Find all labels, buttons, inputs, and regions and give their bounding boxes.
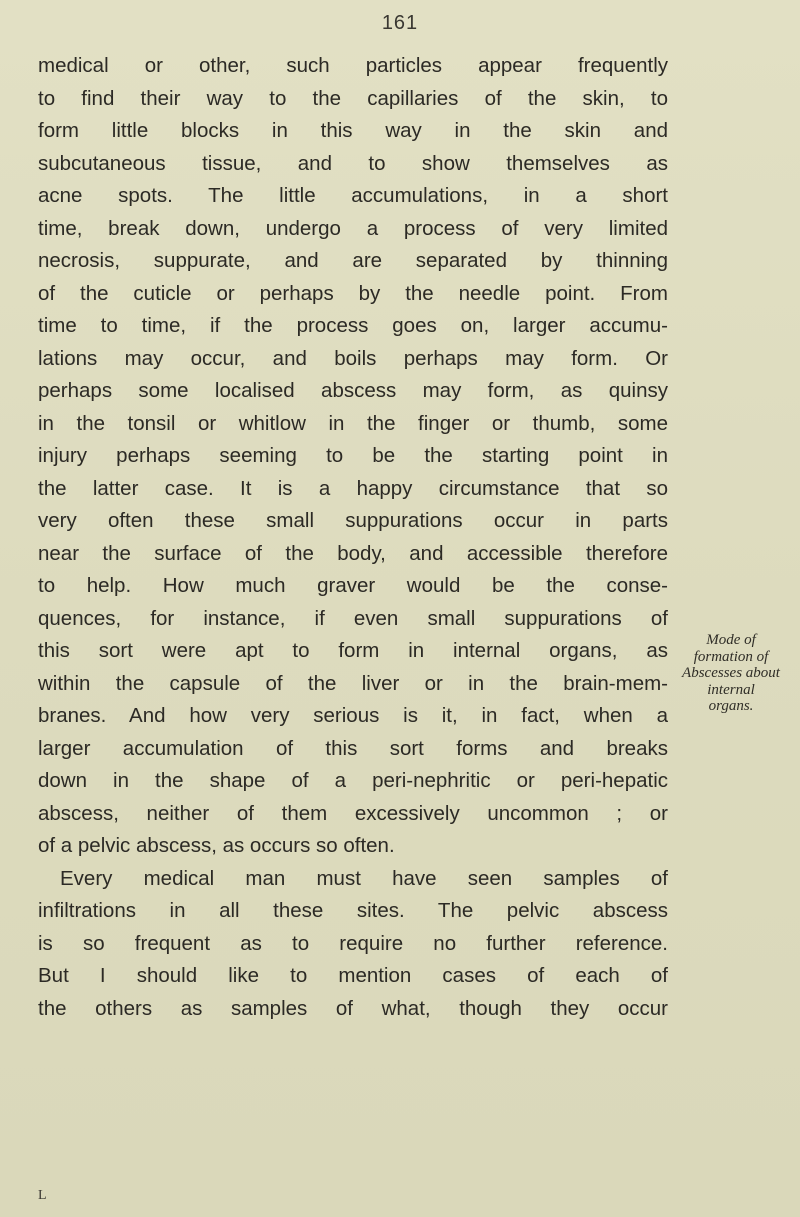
text-line: subcutaneous tissue, and to show themselves as <box>38 151 668 175</box>
text-line: this sort were apt to form in internal organs, as <box>38 639 668 662</box>
margin-note-line: Mode of <box>706 632 756 648</box>
text-line: quences, for instance, if even small suppurations of <box>38 606 668 630</box>
text-line: to find their way to the capillaries of the skin, to <box>38 86 668 110</box>
text-line: branes. And how very serious is it, in fact, when a <box>38 704 668 727</box>
signature-mark: L <box>38 1188 47 1203</box>
text-line: injury perhaps seeming to be the starting point in <box>38 444 668 467</box>
text-line: of the cuticle or perhaps by the needle point. From <box>38 281 668 305</box>
text-line: within the capsule of the liver or in the brain-mem- <box>38 671 668 695</box>
text-line: time to time, if the process goes on, larger accumu- <box>38 314 668 337</box>
margin-note-line: formation of <box>693 648 769 665</box>
text-line: medical or other, such particles appear frequently <box>38 54 668 77</box>
text-line: the latter case. It is a happy circumstance that so <box>38 476 668 500</box>
margin-note <box>672 632 790 715</box>
text-line: perhaps some localised abscess may form, as quinsy <box>38 379 668 402</box>
text-line: necrosis, suppurate, and are separated by thinning <box>38 249 668 272</box>
text-line: the others as samples of what, though they occur <box>38 996 668 1020</box>
text-line: infiltrations in all these sites. The pelvic abscess <box>38 899 668 922</box>
margin-note-line: internal <box>707 681 755 698</box>
text-line: acne spots. The little accumulations, in a short <box>38 184 668 207</box>
page-number: 161 <box>381 12 419 34</box>
text-line: to help. How much graver would be the conse- <box>38 574 668 597</box>
text-line: very often these small suppurations occur in parts <box>38 509 668 532</box>
text-line: down in the shape of a peri-nephritic or peri-hepatic <box>38 769 668 792</box>
text-line: of a pelvic abscess, as occurs so often. <box>38 834 395 857</box>
margin-note-line: Abscesses about <box>682 665 780 681</box>
text-line: lations may occur, and boils perhaps may form. Or <box>38 346 668 370</box>
text-line: is so frequent as to require no further reference. <box>38 931 668 955</box>
text-line: larger accumulation of this sort forms and breaks <box>38 736 668 760</box>
text-line: near the surface of the body, and accessible therefore <box>38 541 668 565</box>
margin-note-line: organs. <box>708 698 754 714</box>
text-line: form little blocks in this way in the skin and <box>38 119 668 142</box>
text-line: in the tonsil or whitlow in the finger or thumb, some <box>38 411 668 435</box>
body-paragraphs <box>38 50 668 1025</box>
text-line: Every medical man must have seen samples of <box>60 866 668 890</box>
text-line: But I should like to mention cases of each of <box>38 964 668 987</box>
text-line: time, break down, undergo a process of very limited <box>38 216 668 240</box>
text-line: abscess, neither of them excessively uncommon ; or <box>38 801 668 825</box>
